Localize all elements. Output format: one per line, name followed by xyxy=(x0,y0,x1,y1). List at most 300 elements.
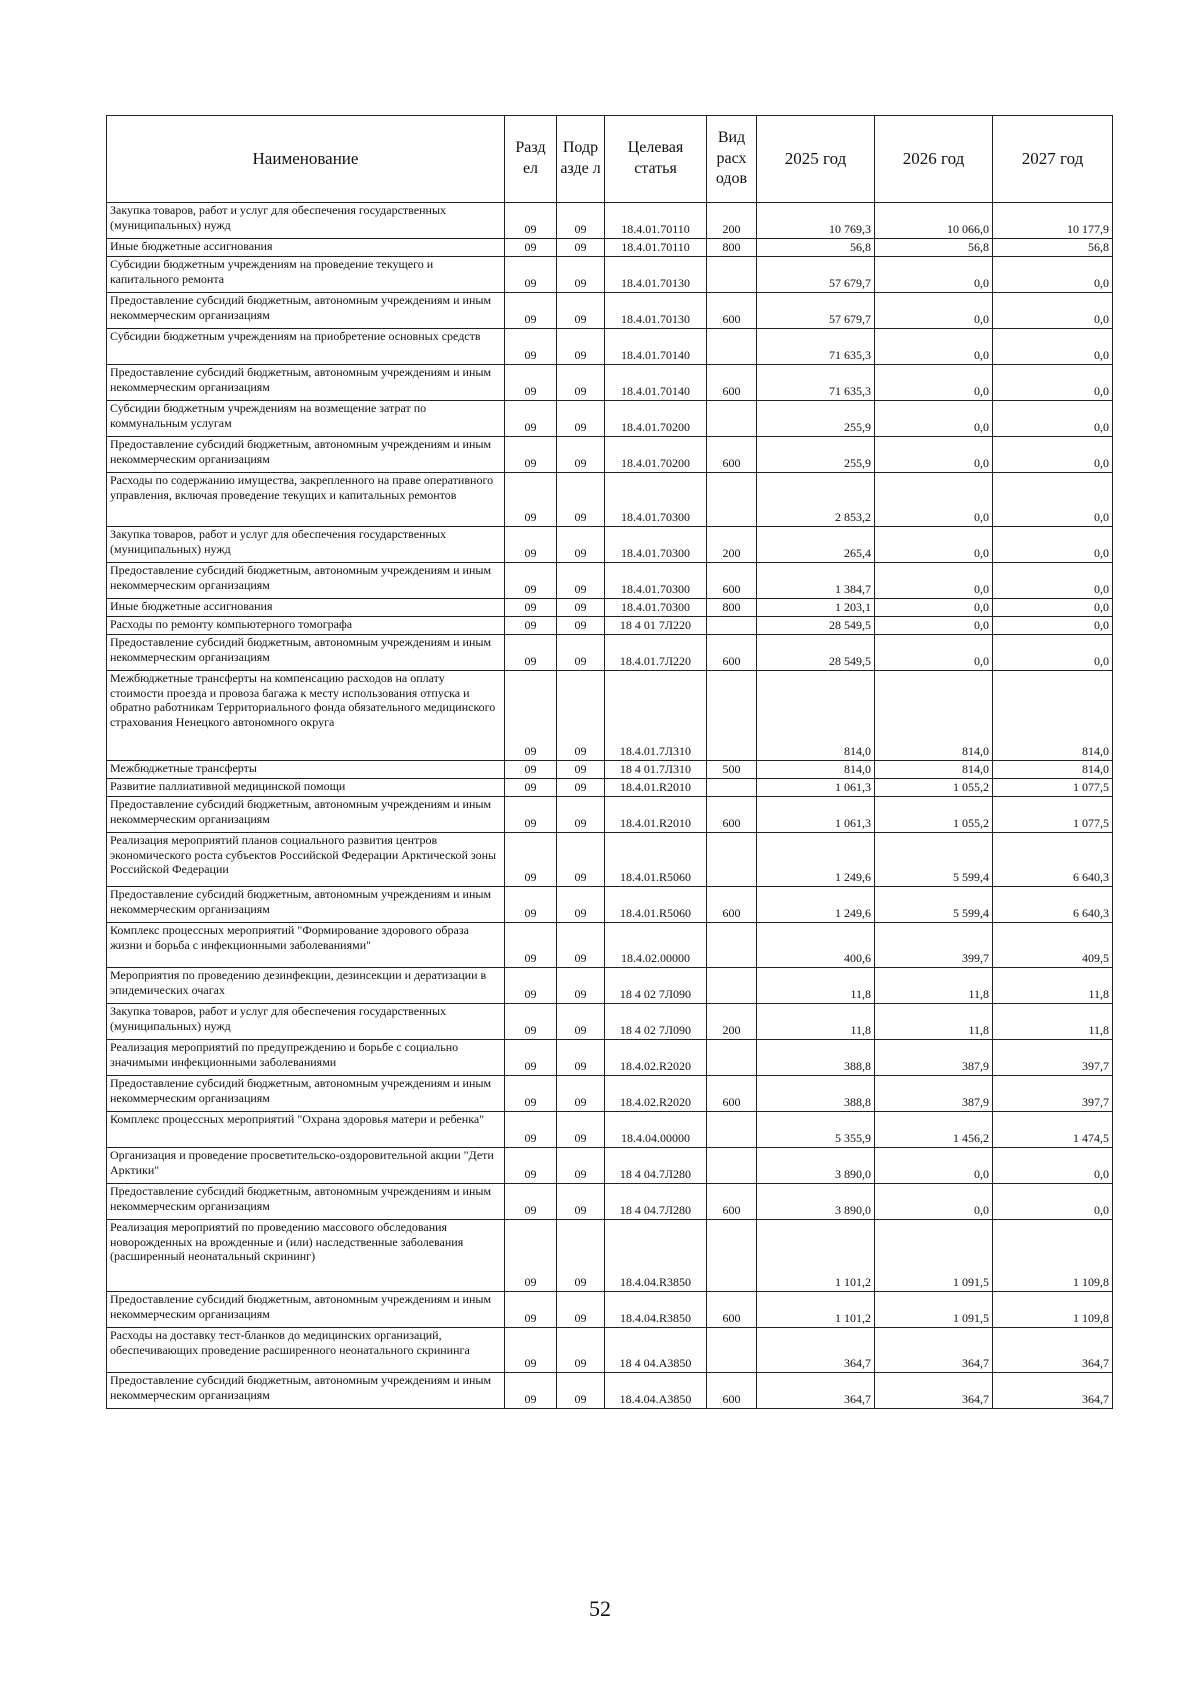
row-name: Реализация мероприятий по предупреждению и борьбе с социально значимыми инфекционными заболеваниями xyxy=(107,1040,505,1076)
row-expense-type xyxy=(707,473,757,527)
row-expense-type: 600 xyxy=(707,365,757,401)
row-section: 09 xyxy=(505,1220,557,1292)
row-value-2026: 0,0 xyxy=(875,473,993,527)
row-expense-type xyxy=(707,1112,757,1148)
row-value-2027: 11,8 xyxy=(993,1004,1113,1040)
row-section: 09 xyxy=(505,635,557,671)
row-name: Комплекс процессных мероприятий "Формирование здорового образа жизни и борьба с инфекционными заболеваниями" xyxy=(107,923,505,968)
row-expense-type xyxy=(707,329,757,365)
row-section: 09 xyxy=(505,923,557,968)
row-target-article: 18.4.01.70200 xyxy=(605,401,707,437)
row-subsection: 09 xyxy=(557,797,605,833)
row-name: Субсидии бюджетным учреждениям на возмещение затрат по коммунальным услугам xyxy=(107,401,505,437)
row-value-2026: 0,0 xyxy=(875,401,993,437)
row-value-2026: 0,0 xyxy=(875,635,993,671)
table-row xyxy=(107,1148,1113,1184)
row-value-2026: 11,8 xyxy=(875,1004,993,1040)
row-name: Предоставление субсидий бюджетным, автономным учреждениям и иным некоммерческим организациям xyxy=(107,1076,505,1112)
row-subsection: 09 xyxy=(557,365,605,401)
row-target-article: 18.4.01.70130 xyxy=(605,293,707,329)
row-expense-type: 600 xyxy=(707,887,757,923)
table-row xyxy=(107,329,1113,365)
row-subsection: 09 xyxy=(557,1040,605,1076)
row-expense-type: 200 xyxy=(707,527,757,563)
table-row xyxy=(107,203,1113,239)
row-value-2026: 0,0 xyxy=(875,617,993,635)
row-name: Иные бюджетные ассигнования xyxy=(107,599,505,617)
table-row xyxy=(107,1220,1113,1292)
table-row xyxy=(107,239,1113,257)
row-value-2027: 0,0 xyxy=(993,473,1113,527)
row-subsection: 09 xyxy=(557,968,605,1004)
row-value-2027: 0,0 xyxy=(993,527,1113,563)
row-target-article: 18 4 02 7Л090 xyxy=(605,1004,707,1040)
row-expense-type: 600 xyxy=(707,293,757,329)
row-section: 09 xyxy=(505,797,557,833)
row-value-2025: 1 061,3 xyxy=(757,797,875,833)
row-value-2026: 387,9 xyxy=(875,1040,993,1076)
row-value-2026: 0,0 xyxy=(875,257,993,293)
row-value-2027: 1 077,5 xyxy=(993,797,1113,833)
row-expense-type xyxy=(707,1328,757,1373)
row-value-2027: 56,8 xyxy=(993,239,1113,257)
row-subsection: 09 xyxy=(557,257,605,293)
row-value-2027: 0,0 xyxy=(993,401,1113,437)
row-value-2026: 387,9 xyxy=(875,1076,993,1112)
row-value-2025: 71 635,3 xyxy=(757,329,875,365)
row-name: Комплекс процессных мероприятий "Охрана здоровья матери и ребенка" xyxy=(107,1112,505,1148)
header-target-article: Целевая статья xyxy=(605,116,707,203)
row-target-article: 18.4.01.70140 xyxy=(605,365,707,401)
row-name: Предоставление субсидий бюджетным, автономным учреждениям и иным некоммерческим организациям xyxy=(107,1292,505,1328)
row-subsection: 09 xyxy=(557,1148,605,1184)
row-name: Реализация мероприятий планов социального развития центров экономического роста субъектов Российской Федерации Арктической зоны Российской Федерации xyxy=(107,833,505,887)
table-row xyxy=(107,473,1113,527)
row-value-2025: 11,8 xyxy=(757,968,875,1004)
row-section: 09 xyxy=(505,437,557,473)
header-year-2025: 2025 год xyxy=(757,116,875,203)
row-target-article: 18 4 04.А3850 xyxy=(605,1328,707,1373)
row-value-2026: 10 066,0 xyxy=(875,203,993,239)
header-year-2026: 2026 год xyxy=(875,116,993,203)
row-value-2026: 1 091,5 xyxy=(875,1292,993,1328)
row-value-2026: 364,7 xyxy=(875,1373,993,1409)
row-target-article: 18.4.02.00000 xyxy=(605,923,707,968)
row-name: Предоставление субсидий бюджетным, автономным учреждениям и иным некоммерческим организациям xyxy=(107,887,505,923)
row-name: Предоставление субсидий бюджетным, автономным учреждениям и иным некоммерческим организациям xyxy=(107,1184,505,1220)
row-target-article: 18.4.01.7Л310 xyxy=(605,671,707,761)
table-row xyxy=(107,887,1113,923)
row-subsection: 09 xyxy=(557,401,605,437)
row-expense-type: 600 xyxy=(707,563,757,599)
row-section: 09 xyxy=(505,671,557,761)
row-expense-type: 600 xyxy=(707,1292,757,1328)
row-value-2025: 1 249,6 xyxy=(757,887,875,923)
row-name: Закупка товаров, работ и услуг для обеспечения государственных (муниципальных) нужд xyxy=(107,527,505,563)
row-subsection: 09 xyxy=(557,1184,605,1220)
page-number: 52 xyxy=(589,1596,611,1621)
row-name: Предоставление субсидий бюджетным, автономным учреждениям и иным некоммерческим организациям xyxy=(107,1373,505,1409)
row-value-2025: 388,8 xyxy=(757,1040,875,1076)
row-value-2027: 1 109,8 xyxy=(993,1292,1113,1328)
row-name: Предоставление субсидий бюджетным, автономным учреждениям и иным некоммерческим организациям xyxy=(107,797,505,833)
table-row xyxy=(107,401,1113,437)
row-value-2026: 0,0 xyxy=(875,329,993,365)
row-expense-type xyxy=(707,968,757,1004)
row-section: 09 xyxy=(505,365,557,401)
row-value-2025: 364,7 xyxy=(757,1328,875,1373)
row-value-2025: 71 635,3 xyxy=(757,365,875,401)
row-value-2025: 1 384,7 xyxy=(757,563,875,599)
row-value-2025: 1 101,2 xyxy=(757,1292,875,1328)
row-section: 09 xyxy=(505,1040,557,1076)
row-name: Межбюджетные трансферты на компенсацию расходов на оплату стоимости проезда и провоза багажа к месту использования отпуска и обратно работникам Территориального фонда обязательного медицинского страхования Ненецкого автономного округа xyxy=(107,671,505,761)
row-value-2027: 0,0 xyxy=(993,365,1113,401)
row-section: 09 xyxy=(505,599,557,617)
row-target-article: 18.4.01.7Л220 xyxy=(605,635,707,671)
row-subsection: 09 xyxy=(557,1373,605,1409)
row-value-2027: 0,0 xyxy=(993,437,1113,473)
row-value-2026: 0,0 xyxy=(875,563,993,599)
row-value-2027: 409,5 xyxy=(993,923,1113,968)
row-section: 09 xyxy=(505,203,557,239)
header-row xyxy=(107,116,1113,203)
row-value-2025: 1 203,1 xyxy=(757,599,875,617)
row-target-article: 18.4.04.00000 xyxy=(605,1112,707,1148)
row-target-article: 18.4.01.70110 xyxy=(605,239,707,257)
row-value-2027: 364,7 xyxy=(993,1328,1113,1373)
row-subsection: 09 xyxy=(557,761,605,779)
row-value-2026: 814,0 xyxy=(875,671,993,761)
row-subsection: 09 xyxy=(557,671,605,761)
table-row xyxy=(107,797,1113,833)
row-subsection: 09 xyxy=(557,293,605,329)
row-name: Предоставление субсидий бюджетным, автономным учреждениям и иным некоммерческим организациям xyxy=(107,437,505,473)
row-value-2025: 3 890,0 xyxy=(757,1148,875,1184)
table-row xyxy=(107,365,1113,401)
table-row xyxy=(107,761,1113,779)
row-section: 09 xyxy=(505,833,557,887)
header-subsection: Подр азде л xyxy=(557,116,605,203)
row-value-2027: 0,0 xyxy=(993,563,1113,599)
row-target-article: 18.4.01.R2010 xyxy=(605,779,707,797)
row-value-2025: 3 890,0 xyxy=(757,1184,875,1220)
row-value-2027: 0,0 xyxy=(993,1184,1113,1220)
row-subsection: 09 xyxy=(557,329,605,365)
row-section: 09 xyxy=(505,887,557,923)
row-target-article: 18.4.04.R3850 xyxy=(605,1220,707,1292)
row-name: Расходы по ремонту компьютерного томографа xyxy=(107,617,505,635)
row-subsection: 09 xyxy=(557,1112,605,1148)
row-subsection: 09 xyxy=(557,239,605,257)
row-subsection: 09 xyxy=(557,203,605,239)
row-subsection: 09 xyxy=(557,1076,605,1112)
row-name: Предоставление субсидий бюджетным, автономным учреждениям и иным некоммерческим организациям xyxy=(107,365,505,401)
row-value-2025: 28 549,5 xyxy=(757,635,875,671)
row-section: 09 xyxy=(505,1292,557,1328)
row-section: 09 xyxy=(505,293,557,329)
row-value-2027: 814,0 xyxy=(993,671,1113,761)
row-subsection: 09 xyxy=(557,473,605,527)
row-section: 09 xyxy=(505,473,557,527)
table-row xyxy=(107,779,1113,797)
row-value-2027: 0,0 xyxy=(993,599,1113,617)
row-expense-type xyxy=(707,833,757,887)
row-target-article: 18.4.01.R2010 xyxy=(605,797,707,833)
row-name: Закупка товаров, работ и услуг для обеспечения государственных (муниципальных) нужд xyxy=(107,203,505,239)
table-row xyxy=(107,617,1113,635)
row-target-article: 18.4.01.R5060 xyxy=(605,833,707,887)
row-value-2027: 0,0 xyxy=(993,635,1113,671)
row-value-2025: 2 853,2 xyxy=(757,473,875,527)
row-expense-type: 600 xyxy=(707,1076,757,1112)
row-value-2026: 399,7 xyxy=(875,923,993,968)
row-value-2025: 400,6 xyxy=(757,923,875,968)
row-value-2025: 28 549,5 xyxy=(757,617,875,635)
row-expense-type xyxy=(707,1220,757,1292)
row-value-2026: 5 599,4 xyxy=(875,833,993,887)
row-name: Организация и проведение просветительско-оздоровительной акции "Дети Арктики" xyxy=(107,1148,505,1184)
row-section: 09 xyxy=(505,239,557,257)
row-section: 09 xyxy=(505,761,557,779)
table-row xyxy=(107,671,1113,761)
row-value-2025: 11,8 xyxy=(757,1004,875,1040)
row-value-2027: 10 177,9 xyxy=(993,203,1113,239)
row-subsection: 09 xyxy=(557,599,605,617)
row-expense-type: 600 xyxy=(707,1373,757,1409)
row-name: Закупка товаров, работ и услуг для обеспечения государственных (муниципальных) нужд xyxy=(107,1004,505,1040)
table-row xyxy=(107,1292,1113,1328)
row-value-2027: 814,0 xyxy=(993,761,1113,779)
row-target-article: 18 4 01.7Л310 xyxy=(605,761,707,779)
row-name: Предоставление субсидий бюджетным, автономным учреждениям и иным некоммерческим организациям xyxy=(107,563,505,599)
row-value-2026: 364,7 xyxy=(875,1328,993,1373)
row-value-2025: 56,8 xyxy=(757,239,875,257)
row-expense-type xyxy=(707,671,757,761)
row-name: Реализация мероприятий по проведению массового обследования новорожденных на врожденные и (или) наследственные заболевания (расширенный неонатальный скрининг) xyxy=(107,1220,505,1292)
row-name: Расходы по содержанию имущества, закрепленного на праве оперативного управления, включая проведение текущих и капитальных ремонтов xyxy=(107,473,505,527)
table-row xyxy=(107,1040,1113,1076)
row-value-2025: 57 679,7 xyxy=(757,293,875,329)
row-subsection: 09 xyxy=(557,563,605,599)
row-name: Предоставление субсидий бюджетным, автономным учреждениям и иным некоммерческим организациям xyxy=(107,293,505,329)
table-row xyxy=(107,1184,1113,1220)
row-value-2025: 1 101,2 xyxy=(757,1220,875,1292)
row-value-2026: 814,0 xyxy=(875,761,993,779)
row-value-2025: 1 061,3 xyxy=(757,779,875,797)
row-subsection: 09 xyxy=(557,1328,605,1373)
row-target-article: 18.4.01.70200 xyxy=(605,437,707,473)
row-name: Субсидии бюджетным учреждениям на приобретение основных средств xyxy=(107,329,505,365)
row-value-2027: 1 109,8 xyxy=(993,1220,1113,1292)
row-expense-type xyxy=(707,923,757,968)
row-expense-type: 500 xyxy=(707,761,757,779)
row-value-2025: 814,0 xyxy=(757,761,875,779)
row-section: 09 xyxy=(505,401,557,437)
header-expense-type: Вид расх одов xyxy=(707,116,757,203)
row-value-2027: 0,0 xyxy=(993,329,1113,365)
table-row xyxy=(107,599,1113,617)
row-target-article: 18.4.01.70130 xyxy=(605,257,707,293)
row-value-2026: 1 456,2 xyxy=(875,1112,993,1148)
table-row xyxy=(107,257,1113,293)
row-expense-type: 200 xyxy=(707,1004,757,1040)
row-expense-type xyxy=(707,1148,757,1184)
row-value-2025: 255,9 xyxy=(757,437,875,473)
row-subsection: 09 xyxy=(557,635,605,671)
table-row xyxy=(107,968,1113,1004)
table-row xyxy=(107,1004,1113,1040)
row-expense-type xyxy=(707,401,757,437)
row-value-2025: 265,4 xyxy=(757,527,875,563)
row-value-2027: 11,8 xyxy=(993,968,1113,1004)
row-target-article: 18.4.01.70300 xyxy=(605,599,707,617)
row-subsection: 09 xyxy=(557,1220,605,1292)
row-target-article: 18 4 04.7Л280 xyxy=(605,1184,707,1220)
table-row xyxy=(107,437,1113,473)
row-value-2026: 0,0 xyxy=(875,1148,993,1184)
row-section: 09 xyxy=(505,1148,557,1184)
row-value-2026: 1 055,2 xyxy=(875,779,993,797)
row-value-2025: 5 355,9 xyxy=(757,1112,875,1148)
table-row xyxy=(107,1328,1113,1373)
table-row xyxy=(107,923,1113,968)
row-value-2026: 0,0 xyxy=(875,1184,993,1220)
row-section: 09 xyxy=(505,1112,557,1148)
row-subsection: 09 xyxy=(557,527,605,563)
row-subsection: 09 xyxy=(557,617,605,635)
row-value-2026: 56,8 xyxy=(875,239,993,257)
row-subsection: 09 xyxy=(557,1292,605,1328)
table-row xyxy=(107,1076,1113,1112)
row-subsection: 09 xyxy=(557,1004,605,1040)
row-subsection: 09 xyxy=(557,923,605,968)
row-value-2025: 1 249,6 xyxy=(757,833,875,887)
row-section: 09 xyxy=(505,1004,557,1040)
row-value-2027: 6 640,3 xyxy=(993,833,1113,887)
row-value-2025: 364,7 xyxy=(757,1373,875,1409)
row-value-2026: 0,0 xyxy=(875,527,993,563)
row-value-2027: 397,7 xyxy=(993,1040,1113,1076)
row-value-2025: 814,0 xyxy=(757,671,875,761)
row-subsection: 09 xyxy=(557,779,605,797)
row-value-2026: 1 055,2 xyxy=(875,797,993,833)
row-expense-type: 800 xyxy=(707,239,757,257)
row-subsection: 09 xyxy=(557,887,605,923)
header-year-2027: 2027 год xyxy=(993,116,1113,203)
row-value-2026: 5 599,4 xyxy=(875,887,993,923)
row-value-2027: 397,7 xyxy=(993,1076,1113,1112)
budget-table xyxy=(106,115,1113,1409)
row-target-article: 18 4 02 7Л090 xyxy=(605,968,707,1004)
row-section: 09 xyxy=(505,968,557,1004)
row-value-2025: 57 679,7 xyxy=(757,257,875,293)
row-target-article: 18.4.04.А3850 xyxy=(605,1373,707,1409)
row-name: Межбюджетные трансферты xyxy=(107,761,505,779)
row-value-2027: 364,7 xyxy=(993,1373,1113,1409)
row-subsection: 09 xyxy=(557,437,605,473)
row-name: Мероприятия по проведению дезинфекции, дезинсекции и дератизации в эпидемических очагах xyxy=(107,968,505,1004)
row-value-2026: 0,0 xyxy=(875,365,993,401)
row-expense-type: 600 xyxy=(707,1184,757,1220)
row-value-2025: 388,8 xyxy=(757,1076,875,1112)
row-expense-type: 600 xyxy=(707,797,757,833)
row-expense-type xyxy=(707,1040,757,1076)
row-section: 09 xyxy=(505,617,557,635)
row-subsection: 09 xyxy=(557,833,605,887)
row-target-article: 18.4.04.R3850 xyxy=(605,1292,707,1328)
row-expense-type: 600 xyxy=(707,635,757,671)
row-target-article: 18.4.01.70300 xyxy=(605,473,707,527)
row-value-2027: 1 474,5 xyxy=(993,1112,1113,1148)
row-name: Развитие паллиативной медицинской помощи xyxy=(107,779,505,797)
row-value-2027: 0,0 xyxy=(993,293,1113,329)
row-expense-type: 600 xyxy=(707,437,757,473)
table-row xyxy=(107,293,1113,329)
row-value-2025: 10 769,3 xyxy=(757,203,875,239)
row-target-article: 18.4.01.70300 xyxy=(605,527,707,563)
table-row xyxy=(107,1373,1113,1409)
table-row xyxy=(107,563,1113,599)
row-section: 09 xyxy=(505,1184,557,1220)
row-expense-type xyxy=(707,779,757,797)
row-section: 09 xyxy=(505,563,557,599)
table-row xyxy=(107,833,1113,887)
row-expense-type: 800 xyxy=(707,599,757,617)
header-section: Разд ел xyxy=(505,116,557,203)
row-section: 09 xyxy=(505,257,557,293)
row-value-2025: 255,9 xyxy=(757,401,875,437)
row-section: 09 xyxy=(505,1373,557,1409)
row-value-2027: 0,0 xyxy=(993,257,1113,293)
row-target-article: 18 4 01 7Л220 xyxy=(605,617,707,635)
header-name: Наименование xyxy=(107,116,505,203)
row-value-2026: 1 091,5 xyxy=(875,1220,993,1292)
row-name: Предоставление субсидий бюджетным, автономным учреждениям и иным некоммерческим организациям xyxy=(107,635,505,671)
row-section: 09 xyxy=(505,527,557,563)
row-name: Иные бюджетные ассигнования xyxy=(107,239,505,257)
row-target-article: 18.4.01.70300 xyxy=(605,563,707,599)
row-value-2026: 0,0 xyxy=(875,293,993,329)
row-value-2027: 1 077,5 xyxy=(993,779,1113,797)
row-value-2027: 0,0 xyxy=(993,617,1113,635)
row-target-article: 18.4.01.70140 xyxy=(605,329,707,365)
row-value-2026: 0,0 xyxy=(875,437,993,473)
row-section: 09 xyxy=(505,329,557,365)
row-value-2027: 0,0 xyxy=(993,1148,1113,1184)
table-row xyxy=(107,527,1113,563)
table-body xyxy=(107,203,1113,1409)
row-expense-type xyxy=(707,617,757,635)
row-name: Расходы на доставку тест-бланков до медицинских организаций, обеспечивающих проведение расширенного неонатального скрининга xyxy=(107,1328,505,1373)
table-row xyxy=(107,635,1113,671)
row-name: Субсидии бюджетным учреждениям на проведение текущего и капитального ремонта xyxy=(107,257,505,293)
row-section: 09 xyxy=(505,1076,557,1112)
row-target-article: 18.4.01.70110 xyxy=(605,203,707,239)
row-expense-type xyxy=(707,257,757,293)
table-row xyxy=(107,1112,1113,1148)
row-section: 09 xyxy=(505,1328,557,1373)
row-value-2026: 11,8 xyxy=(875,968,993,1004)
row-target-article: 18 4 04.7Л280 xyxy=(605,1148,707,1184)
row-value-2026: 0,0 xyxy=(875,599,993,617)
row-target-article: 18.4.02.R2020 xyxy=(605,1040,707,1076)
row-section: 09 xyxy=(505,779,557,797)
row-target-article: 18.4.01.R5060 xyxy=(605,887,707,923)
row-target-article: 18.4.02.R2020 xyxy=(605,1076,707,1112)
row-value-2027: 6 640,3 xyxy=(993,887,1113,923)
row-expense-type: 200 xyxy=(707,203,757,239)
